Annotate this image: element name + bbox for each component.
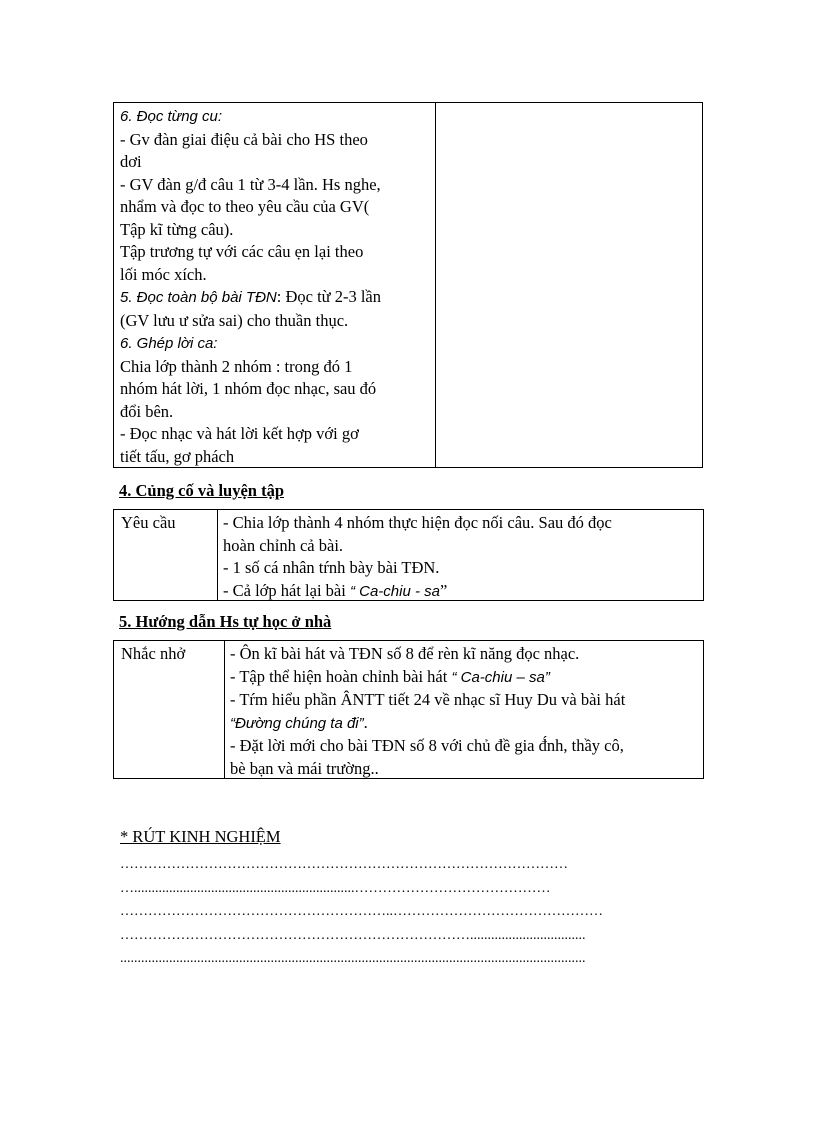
text: lối móc xích. — [120, 264, 207, 284]
homework-table — [113, 640, 704, 779]
text-line — [223, 557, 612, 580]
text-line — [230, 643, 625, 666]
text: đổi bên. — [120, 401, 174, 421]
practice-content-cell — [218, 510, 612, 603]
section-5-heading: 5. Hướng dẫn Hs tự học ở nhà — [119, 612, 332, 631]
text: bè bạn và mái trường.. — [230, 758, 379, 778]
note-line: …………………………………………………………………................................. — [120, 927, 586, 943]
text-line — [120, 151, 435, 174]
text-line — [120, 286, 435, 310]
text: Chia lớp thành 2 nhóm : trong đó 1 — [120, 356, 353, 376]
text-line — [230, 666, 625, 690]
text: - Cả lớp hát lại bài — [223, 580, 350, 600]
italic-text: 6. Đọc từng cu: — [120, 108, 223, 125]
text-line — [120, 219, 435, 242]
text-line — [230, 689, 625, 712]
notes-lines — [120, 853, 603, 971]
text-line — [120, 356, 435, 379]
text: tiết tấu, gơ phách — [120, 446, 235, 466]
text: . — [363, 712, 368, 732]
text-line — [230, 712, 625, 736]
text: : Đọc từ 2-3 lần — [276, 287, 382, 306]
italic-text: 6. Ghép lời ca: — [120, 335, 218, 352]
text-line — [230, 735, 625, 758]
homework-label: Nhắc nhở — [114, 641, 225, 778]
text: - Đọc nhạc và hát lời kết hợp với gơ — [120, 424, 359, 443]
text: - Tập thể hiện hoàn chỉnh bài hát — [230, 666, 452, 686]
text: Tập trương tự với các câu ẹn lại theo — [120, 242, 364, 261]
note-line: ..................................................................................................................................... — [120, 951, 586, 966]
note-line: …………………………………………………..……………………………………… — [120, 904, 603, 919]
text: - Đặt lời mới cho bài TĐN số 8 với chủ đề gia đ́nh, thầy cô, — [230, 736, 624, 755]
italic-text: “Đường chúng ta đi” — [230, 714, 364, 732]
text: - Ôn kĩ bài hát và TĐN số 8 để rèn kĩ năng đọc nhạc. — [230, 644, 580, 663]
text-line — [223, 580, 612, 604]
text: hoàn chỉnh cả bài. — [223, 535, 344, 555]
text: - GV đàn g/đ câu 1 từ 3-4 lần. Hs nghe, — [120, 174, 381, 194]
notes-title: * RÚT KINH NGHIỆM — [120, 827, 281, 846]
text-line — [120, 423, 435, 446]
italic-text: “ Ca-chiu - sa — [349, 582, 440, 600]
text-line — [120, 310, 435, 333]
text-line — [120, 196, 435, 219]
note-line: …...............................................................…………………………………… — [120, 880, 551, 896]
text-line — [120, 174, 435, 197]
text-line — [120, 129, 435, 152]
text-line — [230, 758, 625, 781]
homework-content-cell — [225, 641, 625, 780]
text: ” — [439, 580, 448, 600]
note-line: …………………………………………………………………………………… — [120, 857, 568, 872]
text-line — [120, 401, 435, 424]
text-line — [120, 105, 435, 129]
text-line — [120, 446, 435, 469]
text: - Gv đàn giai điệu cả bài cho HS theo — [120, 129, 368, 149]
text-line — [120, 241, 435, 264]
activity-table — [113, 102, 703, 468]
text: dơi — [120, 152, 142, 171]
italic-text: 5. Đọc toàn bộ bài TĐN — [120, 289, 277, 306]
text: (GV lưu ư sửa sai) cho thuần thục. — [120, 310, 349, 330]
text: - Tŕm hiểu phần ÂNTT tiết 24 về nhạc sĩ Huy Du và bài hát — [230, 690, 626, 709]
practice-label: Yêu cầu — [114, 510, 218, 600]
text-line — [223, 535, 612, 558]
text: - Chia lớp thành 4 nhóm thực hiện đọc nối câu. Sau đó đọc — [223, 513, 612, 532]
text-line — [223, 512, 612, 535]
section-4-heading: 4. Củng cố và luyện tập — [119, 481, 285, 500]
text-line — [120, 378, 435, 401]
italic-text: “ Ca-chiu – sa” — [451, 668, 550, 686]
text: nhẩm và đọc to theo yêu cầu của GV( — [120, 197, 370, 216]
text: - 1 số cá nhân tŕnh bày bài TĐN. — [223, 558, 440, 577]
text: nhóm hát lời, 1 nhóm đọc nhạc, sau đó — [120, 379, 377, 398]
text: Tập kĩ từng câu). — [120, 219, 234, 239]
text-line — [120, 332, 435, 356]
practice-table — [113, 509, 704, 601]
text-line — [120, 264, 435, 287]
activity-steps-cell — [114, 103, 436, 467]
